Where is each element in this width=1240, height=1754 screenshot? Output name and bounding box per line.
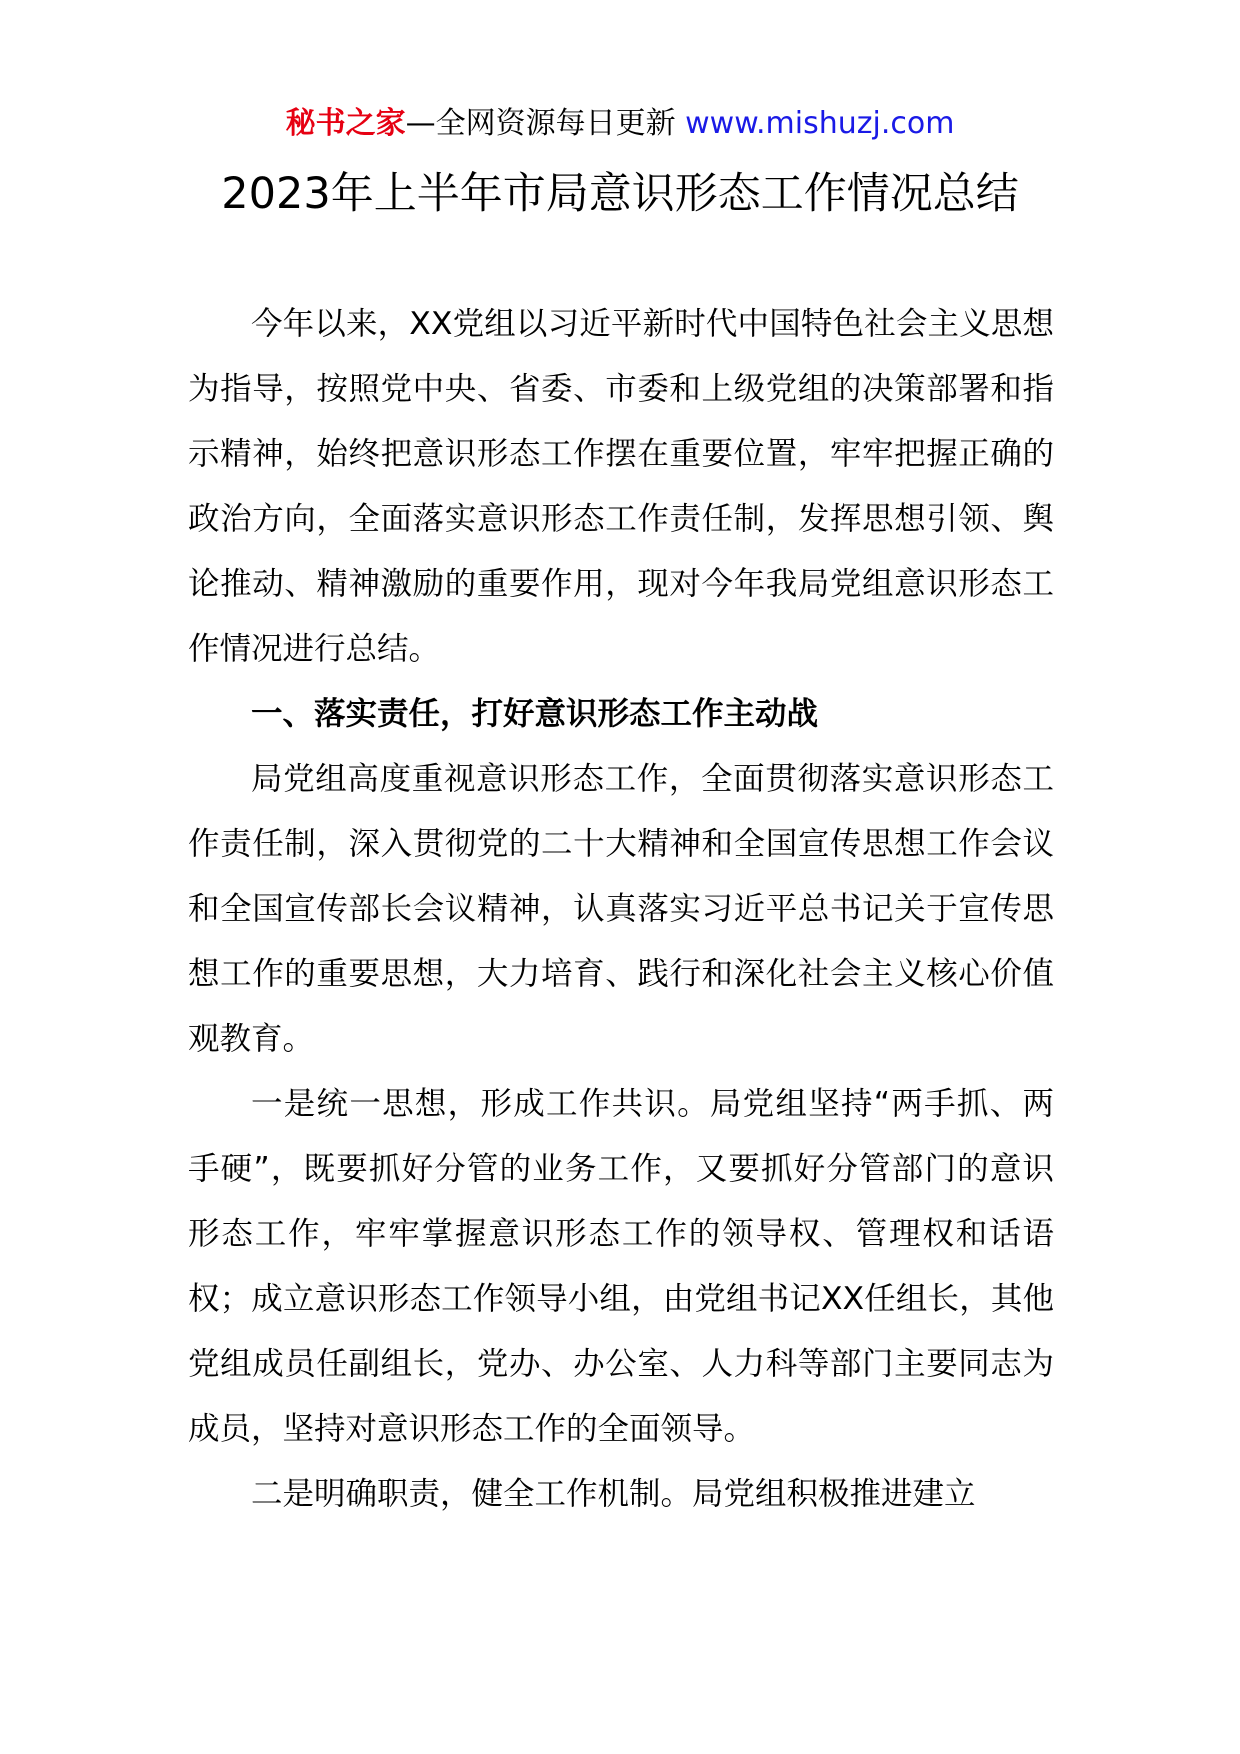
site-slogan: —全网资源每日更新	[405, 106, 676, 141]
paragraph-point-1: 一是统一思想，形成工作共识。局党组坚持“两手抓、两手硬”，既要抓好分管的业务工作，又要抓好分管部门的意识形态工作，牢牢掌握意识形态工作的领导权、管理权和话语权；成立意识形态工作领导小组，由党组书记XX任组长，其他党组成员任副组长，党办、办公室、人力科等部门主要同志为成员，坚持对意识形态工作的全面领导。	[188, 1086, 1054, 1447]
section-heading-1: 一、落实责任，打好意识形态工作主动战	[251, 696, 819, 732]
document-title: 2023年上半年市局意识形态工作情况总结	[221, 169, 1019, 219]
paragraph-intro: 今年以来，XX党组以习近平新时代中国特色社会主义思想为指导，按照党中央、省委、市委和上级党组的决策部署和指示精神，始终把意识形态工作摆在重要位置，牢牢把握正确的政治方向，全面落实意识形态工作责任制，发挥思想引领、舆论推动、精神激励的重要作用，现对今年我局党组意识形态工作情况进行总结。	[188, 306, 1054, 667]
site-url-link[interactable]: www.mishuzj.com	[685, 106, 955, 141]
site-brand: 秘书之家	[285, 106, 406, 141]
document-body	[188, 292, 1054, 1527]
site-header	[0, 102, 1240, 146]
paragraph-section-1: 局党组高度重视意识形态工作，全面贯彻落实意识形态工作责任制，深入贯彻党的二十大精神和全国宣传思想工作会议和全国宣传部长会议精神，认真落实习近平总书记关于宣传思想工作的重要思想，大力培育、践行和深化社会主义核心价值观教育。	[188, 761, 1054, 1057]
paragraph-point-2: 二是明确职责，健全工作机制。局党组积极推进建立	[251, 1476, 976, 1512]
